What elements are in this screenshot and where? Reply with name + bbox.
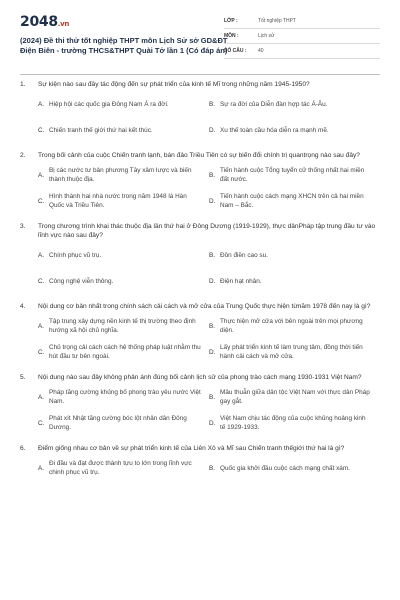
option-text: Mâu thuẫn giữa dân tộc Việt Nam với thực dân Pháp gay gắt. (220, 389, 370, 405)
option-d[interactable] (209, 188, 380, 214)
option-letter: D. (209, 419, 216, 427)
option-text: Quốc gia khởi đầu cuộc cách mạng chất xám. (220, 464, 350, 472)
option-text: Đi đầu và đạt được thành tựu to lớn trong lĩnh vực chinh phục vũ trụ. (49, 460, 192, 476)
meta-row-subject (224, 29, 380, 44)
option-letter: A. (38, 251, 45, 259)
option-a[interactable] (38, 91, 209, 117)
option-a[interactable] (38, 384, 209, 410)
logo-suffix-text: .vn (57, 20, 70, 28)
option-grid (38, 313, 380, 365)
header-divider (20, 74, 380, 75)
option-letter: A. (38, 100, 45, 108)
option-a[interactable] (38, 455, 209, 481)
question-text: Điểm giống nhau cơ bản về sự phát triển kinh tế của Liên Xô và Mĩ sau Chiến tranh thếgiới thứ hai là gì? (38, 445, 345, 452)
option-letter: D. (209, 197, 216, 205)
option-letter: A. (38, 322, 45, 330)
option-grid (38, 162, 380, 214)
option-text: Sự ra đời của Diễn đàn hợp tác Á-Âu. (220, 100, 328, 108)
exam-meta (224, 14, 380, 59)
meta-value: 40 (258, 48, 264, 54)
question-number: 1. (20, 81, 26, 88)
option-letter: D. (209, 126, 216, 134)
option-letter: D. (209, 348, 216, 356)
option-b[interactable] (209, 455, 380, 481)
question-stem (20, 444, 380, 453)
option-c[interactable] (38, 268, 209, 294)
option-text: Chính phục vũ trụ. (49, 251, 102, 259)
option-text: Chủ trọng cải cách cách hệ thống pháp luật nhằm thu hút đầu tư bên ngoài. (49, 344, 201, 360)
option-text: Đồn điền cao su. (220, 251, 268, 259)
document-header (0, 0, 400, 70)
option-grid (38, 242, 380, 294)
meta-row-question-count (224, 44, 380, 59)
question-number: 3. (20, 223, 26, 230)
option-text: Chiến tranh thế giới thứ hai kết thúc. (49, 126, 153, 134)
question-stem (20, 151, 380, 160)
meta-label: MÔN : (224, 33, 239, 39)
question-4 (20, 302, 380, 365)
option-text: Tiến hành cuộc cách mạng XHCN trên cả hai miền Nam – Bắc. (220, 193, 364, 209)
option-b[interactable] (209, 162, 380, 188)
option-letter: B. (209, 171, 216, 179)
option-letter: C. (38, 126, 45, 134)
question-stem (20, 373, 380, 382)
option-letter: B. (209, 393, 216, 401)
option-d[interactable] (209, 268, 380, 294)
option-text: Việt Nam chịu tác động của cuộc khủng hoảng kinh tế 1929-1933. (220, 415, 366, 431)
option-text: Xu thế toàn cầu hóa diễn ra mạnh mẽ. (220, 126, 329, 134)
option-text: Công nghệ viễn thông. (49, 277, 114, 285)
option-a[interactable] (38, 242, 209, 268)
option-letter: C. (38, 277, 45, 285)
option-letter: A. (38, 393, 45, 401)
meta-value: Lịch sử (258, 33, 275, 39)
option-text: Hình thành hai nhà nước trong năm 1948 là Hàn Quốc và Triều Tiên. (49, 193, 187, 209)
option-grid (38, 91, 380, 143)
question-stem (20, 222, 380, 240)
option-b[interactable] (209, 242, 380, 268)
question-list (20, 80, 380, 489)
option-c[interactable] (38, 410, 209, 436)
option-text: Tiến hành cuộc Tổng tuyển cử thống nhất hai miền đất nước. (220, 167, 365, 183)
question-text: Trong bối cảnh của cuộc Chiến tranh lạnh, bán đảo Triều Tiên có sự biến đổi chính trị quantrọng nào sau đây? (38, 152, 360, 159)
question-6 (20, 444, 380, 481)
option-c[interactable] (38, 188, 209, 214)
option-b[interactable] (209, 384, 380, 410)
option-text: Lấy phát triển kinh tế làm trung tâm, đồng thời tiến hành cải cách và mở cửa. (220, 344, 363, 360)
question-stem (20, 80, 380, 89)
question-number: 2. (20, 152, 26, 159)
option-text: Tập trung xây dựng nền kinh tế thị trường theo định hướng xã hội chủ nghĩa. (49, 318, 196, 334)
question-number: 4. (20, 303, 26, 310)
question-text: Nội dung nào sau đây không phản ánh đúng bối cảnh lịch sử của phong trào cách mạng 1930-1931 Việt Nam? (38, 374, 362, 381)
option-c[interactable] (38, 117, 209, 143)
option-d[interactable] (209, 339, 380, 365)
option-b[interactable] (209, 91, 380, 117)
option-text: Pháp tăng cường khủng bố phong trào yêu nước Việt Nam. (49, 389, 201, 405)
question-5 (20, 373, 380, 436)
option-text: Phát xít Nhật tăng cường bóc lột nhân dân Đông Dương. (49, 415, 187, 431)
question-3 (20, 222, 380, 294)
option-text: Điện hạt nhân. (220, 277, 262, 285)
option-letter: D. (209, 277, 216, 285)
option-d[interactable] (209, 117, 380, 143)
option-c[interactable] (38, 339, 209, 365)
option-letter: B. (209, 251, 216, 259)
option-a[interactable] (38, 162, 209, 188)
meta-label: SỐ CÂU : (224, 48, 247, 54)
option-letter: A. (38, 171, 45, 179)
option-text: Bị các nước tư bản phương Tây xâm lược và biến thành thuộc địa. (49, 167, 192, 183)
option-letter: B. (209, 100, 216, 108)
question-text: Trong chương trình khai thác thuộc địa lần thứ hai ở Đông Dương (1919-1929), thực dânPháp tập trung đầu tư vào lĩnh vực nào sau đây? (38, 223, 376, 239)
option-letter: B. (209, 464, 216, 472)
option-d[interactable] (209, 410, 380, 436)
question-number: 5. (20, 374, 26, 381)
option-letter: C. (38, 419, 45, 427)
page-title: (2024) Đề thi thử tốt nghiệp THPT môn Lịch Sử sở GD&ĐT Điện Biên - trường THCS&THPT Quài Tở lần 1 (Có đáp án) (20, 36, 228, 55)
question-text: Sự kiện nào sau đây tác động đến sự phát triển của kinh tế Mĩ trong những năm 1945-1950? (38, 81, 310, 88)
question-2 (20, 151, 380, 214)
option-a[interactable] (38, 313, 209, 339)
option-letter: B. (209, 322, 216, 330)
question-text: Nội dung cơ bản nhất trong chính sách cải cách và mở cửa của Trung Quốc thực hiện từnăm 1978 đến nay là gì? (38, 303, 371, 310)
question-stem (20, 302, 380, 311)
option-letter: A. (38, 464, 45, 472)
meta-row-class (224, 14, 380, 29)
option-letter: C. (38, 348, 45, 356)
logo-main-text: 2048 (20, 14, 58, 30)
question-1 (20, 80, 380, 143)
option-grid (38, 455, 380, 481)
option-grid (38, 384, 380, 436)
option-text: Hiệp hội các quốc gia Đông Nam Á ra đời. (49, 100, 169, 108)
meta-label: LỚP : (224, 18, 238, 24)
option-letter: C. (38, 197, 45, 205)
option-b[interactable] (209, 313, 380, 339)
meta-value: Tốt nghiệp THPT (258, 18, 296, 24)
question-number: 6. (20, 445, 26, 452)
option-text: Thực hiện mở cửa với bên ngoài trên mọi phương diện. (220, 318, 363, 334)
